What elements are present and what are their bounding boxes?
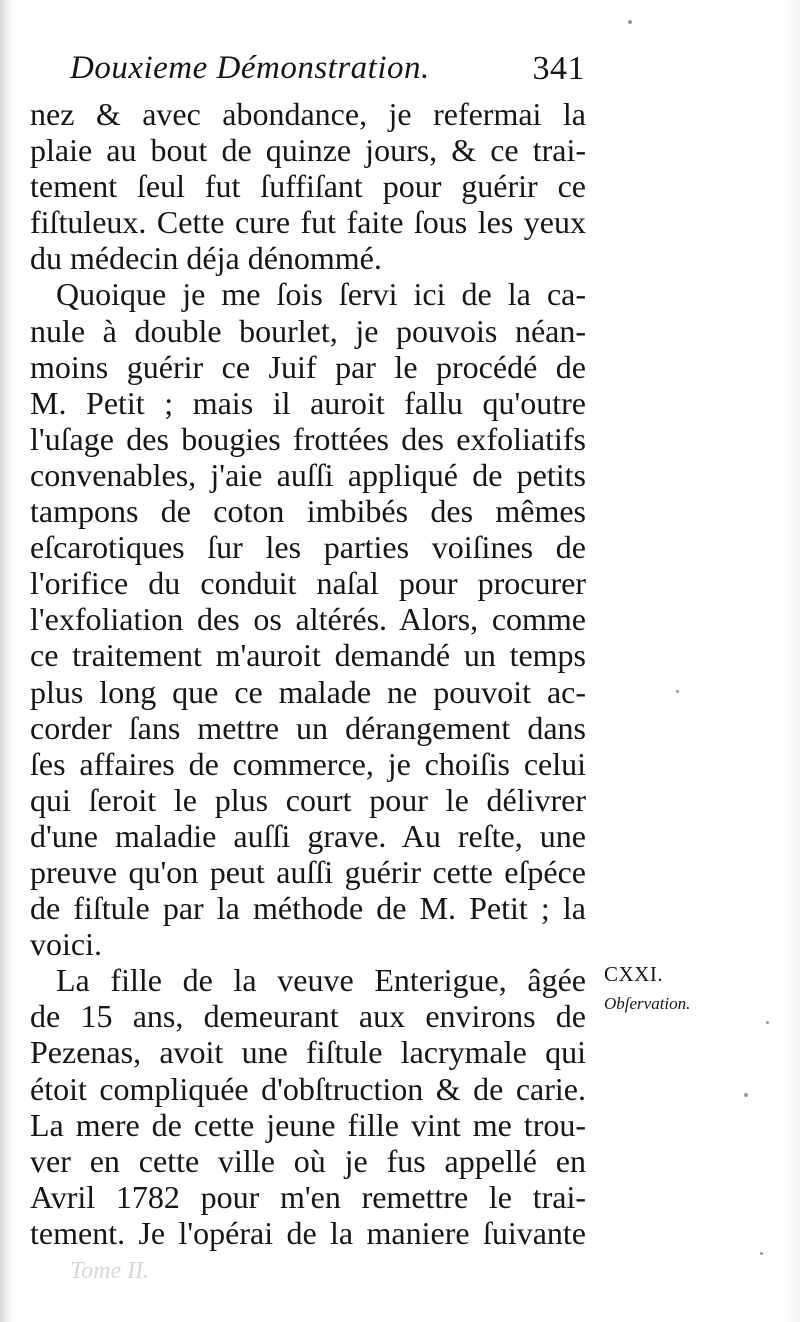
ink-speck — [766, 1021, 769, 1024]
text-line: étoit compliquée d'obſtruction & de carie. — [30, 1070, 586, 1107]
text-line: d'une maladie auſſi grave. Au reſte, une — [30, 817, 586, 854]
text-line: M. Petit ; mais il auroit fallu qu'outre — [30, 384, 586, 421]
text-line: de fiſtule par la méthode de M. Petit ; la — [30, 890, 586, 927]
text-line: l'exfoliation des os altérés. Alors, comme — [30, 601, 586, 638]
text-line: plaie au bout de quinze jours, & ce trai- — [30, 132, 586, 169]
running-head — [70, 50, 585, 100]
text-line: tement ſeul fut ſuffiſant pour guérir ce — [30, 168, 586, 205]
ink-speck — [628, 20, 632, 24]
text-line: ce traitement m'auroit demandé un temps — [30, 637, 586, 674]
text-line: qui ſeroit le plus court pour le délivrer — [30, 781, 586, 818]
text-line: tement. Je l'opérai de la maniere ſuivante — [30, 1214, 586, 1251]
text-line: eſcarotiques ſur les parties voiſines de — [30, 529, 586, 566]
text-line: Quoique je me ſois ſervi ici de la ca- — [56, 276, 586, 313]
text-line: tampons de coton imbibés des mêmes — [30, 493, 586, 530]
page-number: 341 — [532, 50, 585, 87]
ink-speck — [760, 1252, 763, 1255]
text-line: preuve qu'on peut auſſi guérir cette eſpéce — [30, 853, 586, 890]
observation-label: Obſervation. — [604, 994, 691, 1013]
text-line: moins guérir ce Juif par le procédé de — [30, 348, 586, 385]
text-line: nule à double bourlet, je pouvois néan- — [30, 312, 586, 349]
text-line: l'uſage des bougies frottées des exfoliatifs — [30, 420, 586, 457]
signature-mark: Tome II. — [70, 1258, 150, 1284]
gutter-shadow — [0, 0, 10, 1322]
text-line: de 15 ans, demeurant aux environs de — [30, 998, 586, 1035]
ink-speck — [676, 690, 679, 693]
text-line: La fille de la veuve Enterigue, âgée — [56, 962, 586, 999]
text-line: plus long que ce malade ne pouvoit ac- — [30, 673, 586, 710]
text-line: La mere de cette jeune fille vint me trou- — [30, 1106, 586, 1143]
text-line: fiſtuleux. Cette cure fut faite ſous les yeux — [30, 204, 586, 241]
text-line: du médecin déja dénommé. — [30, 240, 382, 277]
text-line: l'orifice du conduit naſal pour procurer — [30, 565, 586, 602]
text-line: voici. — [30, 926, 102, 963]
text-line: corder ſans mettre un dérangement dans — [30, 709, 586, 746]
text-line: Avril 1782 pour m'en remettre le trai- — [30, 1178, 586, 1215]
text-line: ſes affaires de commerce, je choiſis celui — [30, 745, 586, 782]
body-text — [30, 96, 586, 1251]
ink-speck — [744, 1093, 748, 1097]
text-line: convenables, j'aie auſſi appliqué de petits — [30, 456, 586, 493]
text-line: nez & avec abondance, je refermai la — [30, 96, 586, 132]
text-line: ver en cette ville où je fus appellé en — [30, 1142, 586, 1179]
running-head-title: Douxieme Démonstration. — [70, 50, 430, 86]
text-line: Pezenas, avoit une fiſtule lacrymale qui — [30, 1034, 586, 1071]
observation-number: CXXI. — [604, 962, 664, 986]
